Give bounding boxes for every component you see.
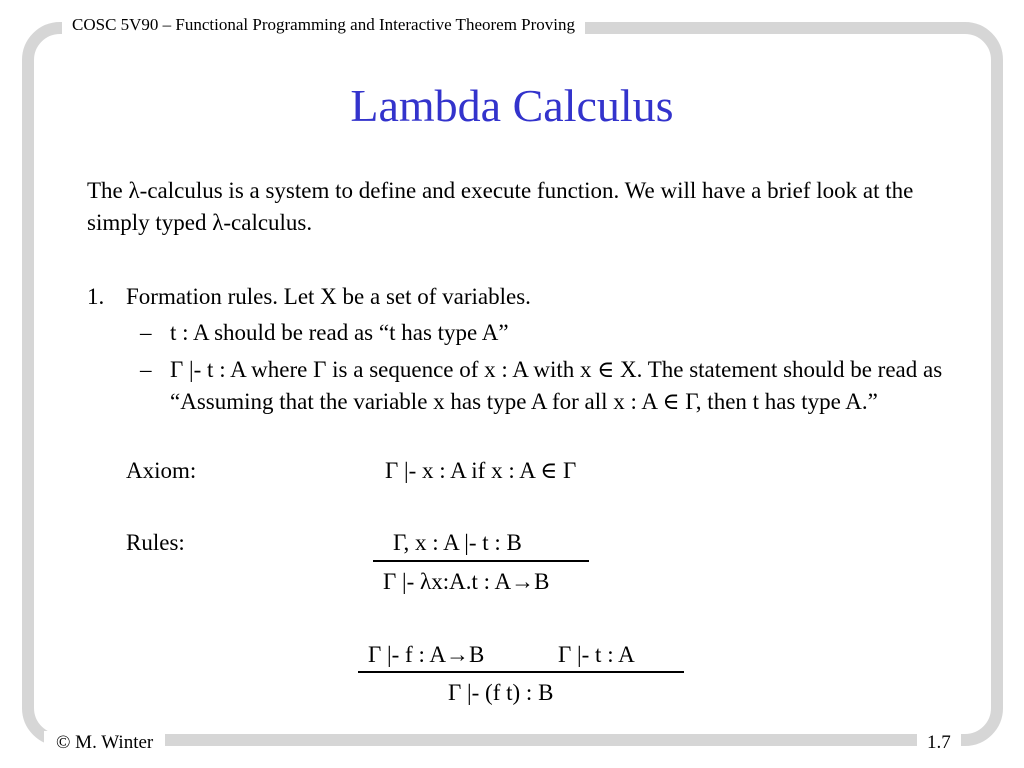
footer-author: © M. Winter [44,731,165,755]
rule1-premise: Γ, x : A |- t : B [393,530,522,555]
axiom-formula: Γ |- x : A if x : A ∈ Γ [385,458,577,483]
rule2-conclusion: Γ |- (f t) : B [448,680,554,705]
rule2-premise-right: Γ |- t : A [558,642,635,667]
rule1-inference-line [373,560,589,562]
formation-rules-text: Formation rules. Let X be a set of variables. [126,284,531,309]
bullet-dash-1: – [140,320,152,345]
intro-paragraph: The λ-calculus is a system to define and execute function. We will have a brief look at the simply typed λ-calculus. [87,178,914,235]
rule2-inference-line [358,671,684,673]
bullet-dash-2: – [140,357,152,382]
rule1-conclusion: Γ |- λx:A.t : A→B [383,569,550,594]
bullet-context-reading: Γ |- t : A where Γ is a sequence of x : A with x ∈ X. The statement should be read as “Assuming that the variable x has type A for all x : A ∈ Γ, then t has type A.” [170,357,943,414]
list-number-1: 1. [87,284,105,309]
axiom-label: Axiom: [126,458,197,483]
course-header: COSC 5V90 – Functional Programming and Interactive Theorem Proving [62,14,585,36]
rule2-premise-left: Γ |- f : A→B [368,642,485,667]
footer-page-number: 1.7 [917,731,961,755]
bullet-type-reading: t : A should be read as “t has type A” [170,320,509,345]
slide-title: Lambda Calculus [350,80,674,131]
rules-label: Rules: [126,530,185,555]
